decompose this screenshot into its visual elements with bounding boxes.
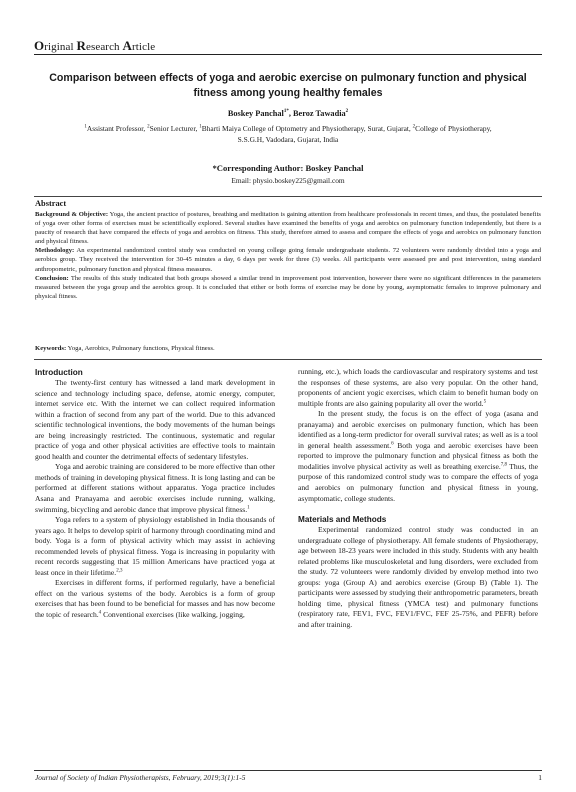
abstract-label: Methodology: — [35, 247, 75, 255]
abstract-label: Background & Objective: — [35, 211, 109, 218]
page-number: 1 — [538, 773, 542, 782]
author-list: Boskey Panchal$^{1*}$, Beroz Tawadia$^2$ — [227, 109, 349, 118]
abstract-heading: Abstract — [35, 199, 67, 208]
paragraph: running, etc.), which loads the cardiovascular and respiratory systems and test the responses of these systems, are also very popular. On the other hand, proponents of ancient yogic exercises, which claim to benefit human body on multiple fronts are also gaining popularity all over the world.$^5$ — [298, 367, 538, 408]
author-name: Beroz Tawadia — [293, 109, 346, 118]
author-email: Email: physio.boskey225@gmail.com — [231, 176, 345, 185]
abstract-background: Yoga, the ancient practice of postures, breathing and meditation is gaining attention from healthcare professionals in recent times, and thus, the postulated benefits of yoga over other forms of exercises must be scientifically explored. Several studies have examined the benefits of yoga and aerobics on pulmonary function independently, but there is a paucity of research that have compared the effects of yoga and aerobics on fitness. This study, therefore aimed to assess and compare the effects of yoga and aerobics on pulmonary function and physical fitness. — [35, 211, 542, 246]
right-column — [298, 367, 538, 631]
paper-title: Comparison between effects of yoga and aerobic exercise on pulmonary function and physical fitness among young healthy females — [49, 72, 527, 99]
abstract-body — [35, 210, 541, 301]
header-cap-2: R — [76, 38, 86, 53]
keywords: Keywords: Yoga, Aerobics, Pulmonary functions, Physical fitness. — [35, 345, 215, 352]
header-cap-1: O — [34, 38, 45, 53]
author-name: Boskey Panchal — [227, 109, 284, 118]
header-cap-3: A — [122, 38, 133, 53]
abstract-conclusion: The results of this study indicated that both groups showed a similar trend in improvement post intervention, however there were no significant differences in the parameters measured between the yoga group and the aerobics group. It is concluded that either or both forms of exercise may be done by young, asymptomatic females to improve pulmonary and physical fitness. — [35, 274, 541, 300]
header-rest-2: esearch — [85, 41, 123, 53]
abstract-label: Conclusion: — [35, 274, 69, 282]
author-sup: 1* — [283, 109, 289, 115]
author-sup: 2 — [345, 109, 349, 115]
paragraph: The twenty-first century has witnessed a land mark development in science and technology including space, defense, atomic energy, computer, internet service etc. With the internet we can collect required information within a fraction of second from any part of the world. Due to this advanced scientific technological inventions, the body movements of the human beings are being increasingly restricted. The continuous, systematic and regular practice of yoga and other physical activities are effective tools to maintain good health and counter the detrimental effects of sedentary lifestyles. — [35, 378, 275, 461]
header-rule — [34, 54, 542, 55]
paragraph: Yoga and aerobic training are considered to be more effective than other methods of training in developing physical fitness. It is long lasting and can be performed at different stations without apparatus. Yoga practice includes Asana and Pranayama and aerobic exercises include running, walking, swimming, bicycling and aerobic dance that improve physical fitness.$^1$ — [35, 462, 275, 514]
section-heading-methods: Materials and Methods — [298, 515, 387, 525]
paragraph: Experimental randomized control study was conducted in an undergraduate college of physiotherapy. All female students of Physiotherapy, age between 18-23 years were included in this study. Students with any health related problems like musculoskeletal and lung disorders, were excluded from the study. 72 volunteers were randomly divided by envelop method into two groups: yoga (Group A) and aerobics exercise (Group B) (Table 1). The participants were assessed by studying their anthropometric parameters, breath holding time, physical fitness (YMCA test) and pulmonary functions (respiratory rate, FEV1, FVC, FEV1/FVC, FEF 25-75%, and PEFR) before and after training. — [298, 525, 538, 630]
footer-rule — [34, 770, 542, 771]
abstract-methodology: An experimental randomized control study was conducted on young college going female undergraduate students. 72 volunteers were randomly divided into a yoga and aerobics group. They received the intervention for 30-45 minutes a day, 6 days per week for three (3) weeks. All participants were assessed pre and post intervention, using standard anthropometric, pulmonary function and physical fitness measures. — [35, 247, 541, 273]
left-column — [35, 367, 275, 621]
paragraph: In the present study, the focus is on the effect of yoga (asana and pranayama) and aerobic exercises on pulmonary function, which has been identified as a long-term predictor for overall survival rates; as well as is a tool in general health assessment.$^6$ Both yoga and aerobic exercises have been reported to improve the pulmonary function and physical fitness as both the modalities involve physical activity as well as breathing exercise.$^{7,8}$ Thus, the purpose of this randomized control study was to compare the effects of yoga and aerobics on pulmonary function and physical fitness in young, asymptomatic, college students. — [298, 409, 538, 503]
affiliations: $^1$Assistant Professor, $^2$Senior Lecturer, $^1$Bharti Maiya College of Optometry and Physiotherapy, Surat, Gujarat, $^2$College of Physiotherapy, S.S.G.H, Vadodara, Gujarat, India — [84, 124, 492, 144]
journal-citation: Journal of Society of Indian Physiotherapists, February, 2019;3(1):1-5 — [35, 773, 246, 782]
header-rest-1: riginal — [44, 41, 77, 53]
header-rest-3: rticle — [132, 41, 156, 53]
section-heading-introduction: Introduction — [35, 368, 83, 377]
paragraph: Exercises in different forms, if performed regularly, have a beneficial effect on the various systems of the body. Aerobics is a form of group exercises that has been found to be beneficial for masses and has now become the topic of research.$^4$ Conventional exercises (like walking, jogging, — [35, 578, 275, 620]
article-type-header — [34, 38, 155, 54]
paragraph: Yoga refers to a system of physiology established in India thousands of years ago. It helps to develop spirit of harmony through coordinating mind and body. Yoga is a form of physical activity which may assist in achieving recommended levels of physical fitness. Yoga is increasing in popularity with recent records suggesting that 15 million Americans have practiced yoga at least once in their lifetime.$^{2,3}$ — [35, 515, 275, 577]
corresponding-author: *Corresponding Author: Boskey Panchal — [212, 163, 364, 173]
